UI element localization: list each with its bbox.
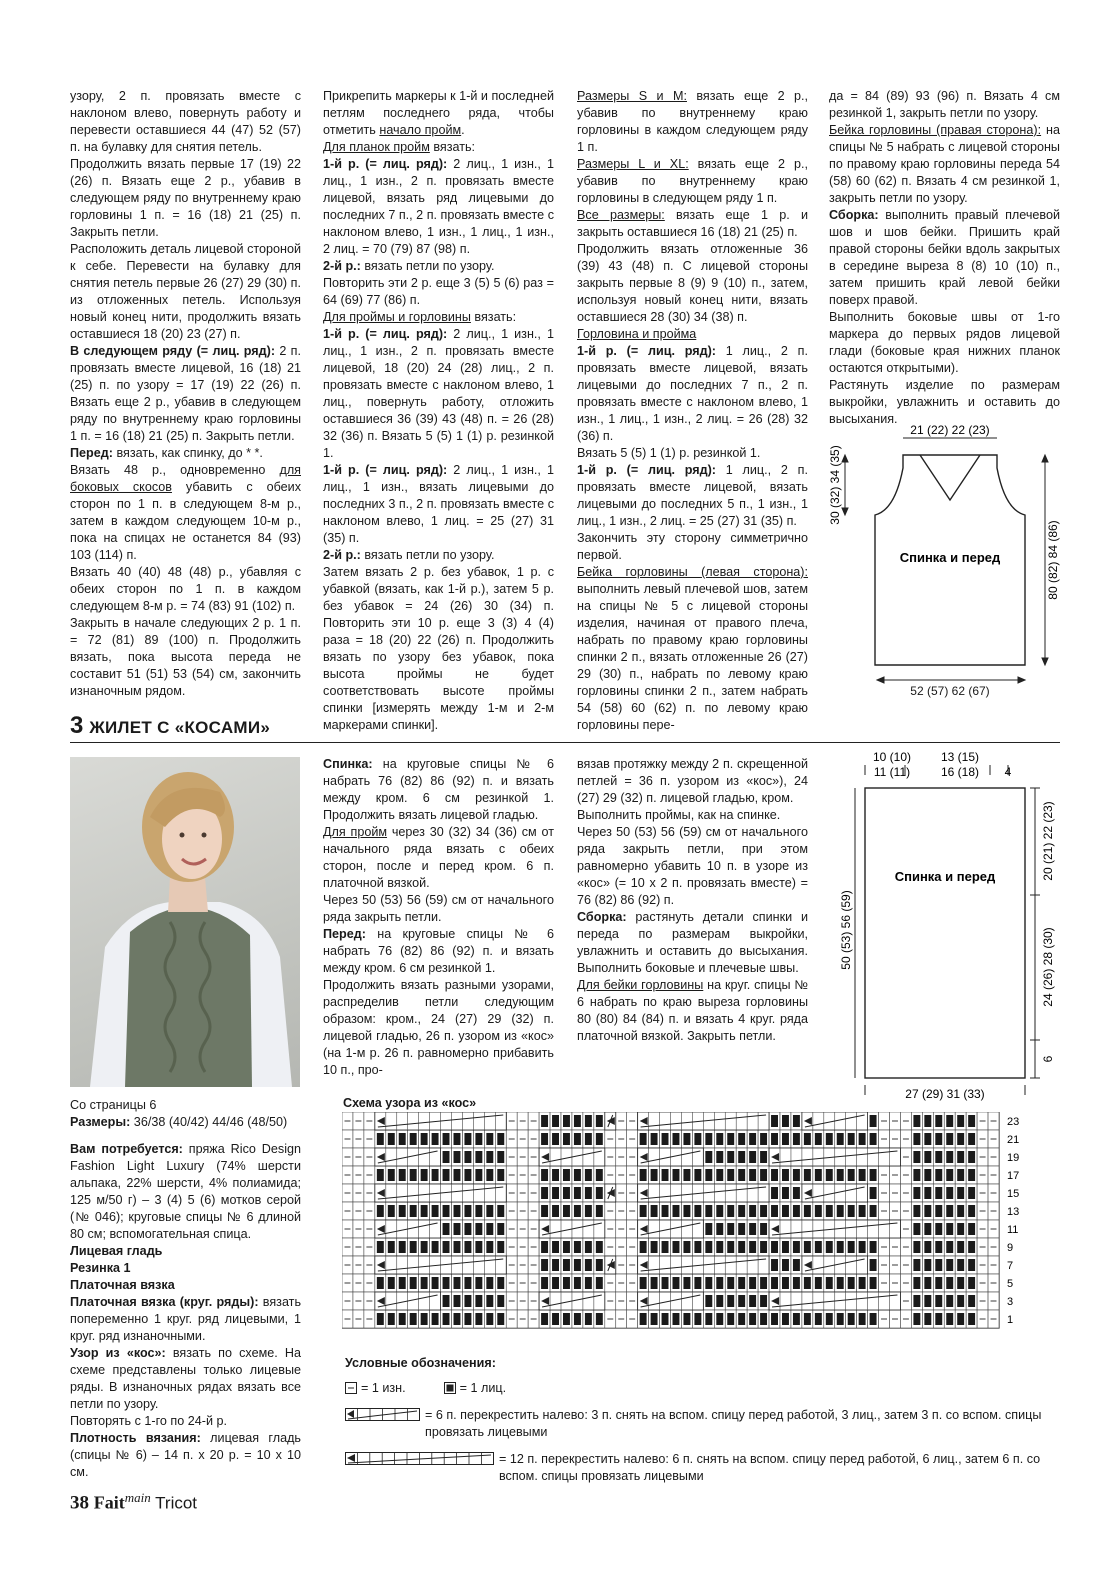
paragraph [577,824,808,909]
bold-run: Узор из «кос»: [70,1346,166,1360]
text-run: Продолжить вязать первые 17 (19) 22 (26) п. Вязать еще 2 р., убавив в следующем ряду по внутреннему краю горловины 1 п. = 16 (18) 21 (25) п. Закрыть петли. [70,157,301,239]
text-run: Повторить эти 2 р. еще 3 (5) 5 (6) раз = 64 (69) 77 (86) п. [323,276,554,307]
paragraph [577,564,808,734]
underlined-run: Все размеры: [577,208,665,222]
paragraph [829,309,1060,377]
text-run: Через 50 (53) 56 (59) см от начального ряда закрыть петли, при этом равномерно убавить 10 п. в узоре из «кос» (= 10 х 2 п. провязать вместе) = 76 (82) 86 (92) п. [577,825,808,907]
text-run: на круговые спицы № 6 набрать 76 (82) 86 (92) п. и вязать между кром. 6 см резинкой 1. Продолжить вязать лицевой гладью. [323,757,554,822]
paragraph [70,1131,301,1141]
text-column-4 [829,88,1060,428]
paragraph [70,1141,301,1243]
paragraph [577,909,808,977]
text-run: Вязать 48 р., одновременно [70,463,280,477]
paragraph [577,530,808,564]
row-number: 5 [1007,1278,1014,1290]
text-run: Затем вязать 2 р. без убавок, 1 р. с убавкой (вязать, как 1-й р.), затем 5 р. без убавок = 24 (26) 30 (34) п. Повторить эти 10 р. еще 3 (3) 4 (4) раза = 18 (20) 22 (26) п. Продолжить вязать по узору без убавок, пока высота проймы не будет соответствовать высоте проймы спинки [измерять между 1-м и 2-м маркерами спинки]. [323,565,554,732]
underlined-run: Для бейки горловины [577,978,704,992]
text-run: выполнить правый плечевой шов и шов бейки. Пришить край правой стороны бейки вдоль закрытых в середине выреза 8 (8) 10 (10) п., затем пришить край левой бейки поверх правой. [829,208,1060,307]
paragraph [323,824,554,892]
diagram1-left-label: 30 (32) 34 (35) [828,445,842,525]
legend-cable12: = 12 п. перекрестить налево: 6 п. снять на вспом. спицу перед работой, 6 лиц., затем 6 п. со вспом. спицы провязать лицевыми [499,1452,1041,1483]
diagram2-right-bot: 6 [1041,1055,1055,1063]
diagram2-top-a1: 10 (10) [872,750,912,764]
row-number: 19 [1007,1152,1020,1164]
paragraph [323,88,554,139]
row-number: 15 [1007,1188,1020,1200]
underlined-run: Размеры L и XL: [577,157,689,171]
bold-run: Лицевая гладь [70,1244,163,1258]
text-column-6 [323,756,554,1079]
paragraph [577,156,808,207]
paragraph [70,88,301,156]
paragraph [577,462,808,530]
text-run: узору, 2 п. провязать вместе с наклоном влево, повернуть работу и перевести оставшиеся 44 (47) 52 (57) п. на булавку для снятия петель. [70,89,301,154]
underlined-run: Для проймы и горловины [323,310,471,324]
paragraph [829,207,1060,309]
section-number: 3 [70,712,84,739]
paragraph [70,1097,301,1114]
text-run: Расположить деталь лицевой стороной к себе. Перевести на булавку для снятия петель первые 26 (27) 29 (30) п. из отложенных петель. Используя новый конец нити, продолжить вязать оставшиеся 18 (20) 23 (27) п. [70,242,301,341]
bold-run: Вам потребуется: [70,1142,183,1156]
paragraph [323,258,554,275]
paragraph [577,207,808,241]
text-run: да = 84 (89) 93 (96) п. Вязать 4 см резинкой 1, закрыть петли по узору. [829,89,1060,120]
schematic-diagram-1 [825,420,1065,690]
bold-run: Платочная вязка (круг. ряды): [70,1295,259,1309]
paragraph [829,88,1060,122]
text-run: пряжа Rico Design Fashion Light Luxury (74% шерсти альпака, 22% шерсти, 4% полиамида; 125 м/50 г) – 3 (4) 5 (6) мотков серой (№ 046); круговые спицы № 6 длиной 80 см; вспомогательная спица. [70,1142,301,1241]
paragraph [323,926,554,977]
cable12-symbol-icon [345,1452,495,1466]
text-run: вязать еще 2 р., убавив по внутреннему краю горловины в следующем ряду 1 п. [577,157,808,205]
text-run: Через 50 (53) 56 (59) см от начального ряда закрыть петли. [323,893,554,924]
paragraph [70,462,301,564]
paragraph [577,343,808,445]
paragraph [829,122,1060,207]
product-photo [70,757,300,1087]
text-run: вязать петли по узору. [360,548,495,562]
text-run: Повторять с 1-го по 24-й р. [70,1414,227,1428]
text-run: Растянуть изделие по размерам выкройки, увлажнить и оставить до высыхания. [829,378,1060,426]
diagram2-center-label: Спинка и перед [894,869,996,884]
bold-run: Платочная вязка [70,1278,175,1292]
diagram2-right-mid: 24 (26) 28 (30) [1041,927,1055,1007]
diagram2-top-b1: 13 (15) [940,750,980,764]
text-column-3 [577,88,808,734]
text-run: Вязать 5 (5) 1 (1) р. резинкой 1. [577,446,761,460]
paragraph [70,1260,301,1277]
paragraph [577,326,808,343]
text-run: на круг. спицы № 6 набрать по краю выреза горловины 80 (80) 84 (84) п. и вязать 4 круг. ряда платочной вязкой. Закрыть петли. [577,978,808,1043]
paragraph [70,343,301,445]
legend-row-cable6 [345,1407,1065,1441]
paragraph [577,241,808,326]
bold-run: Плотность вязания: [70,1431,201,1445]
diagram1-right-label: 80 (82) 84 (86) [1046,520,1060,600]
paragraph [577,807,808,824]
diagram2-bottom: 27 (29) 31 (33) [905,1087,985,1101]
bold-run: 1-й р. (= лиц. ряд): [577,344,716,358]
cable6-symbol-icon [345,1408,421,1422]
paragraph [323,462,554,547]
text-run: . [461,123,465,137]
paragraph [323,139,554,156]
legend [345,1355,1065,1495]
knit-symbol-icon [444,1382,456,1394]
text-column-5 [70,1097,301,1481]
paragraph [323,564,554,734]
row-number: 7 [1007,1260,1014,1272]
legend-row-cable12 [345,1451,1065,1485]
underlined-run: Для планок пройм [323,140,430,154]
row-number: 3 [1007,1296,1014,1308]
legend-title: Условные обозначения: [345,1356,496,1370]
text-run: 36/38 (40/42) 44/46 (48/50) [130,1115,288,1129]
diagram2-top-a2: 11 (11) [873,765,911,779]
text-run: 1 лиц., 2 п. провязать вместе лицевой, вязать лицевыми до последних 5 п., 1 изн., 1 лиц., 1 изн., 2 лиц. = 25 (27) 31 (35) п. [577,463,808,528]
paragraph [70,615,301,700]
text-run: Закрыть в начале следующих 2 р. 1 п. = 72 (81) 89 (100) п. Продолжить вязать, пока высота переда не составит 51 (51) 53 (54) см, закончить изнаночным рядом. [70,616,301,698]
paragraph [70,1114,301,1131]
text-column-1 [70,88,301,700]
paragraph [70,564,301,615]
text-run: вязать: [470,310,517,324]
bold-run: 2-й р.: [323,259,361,273]
paragraph [323,156,554,258]
diagram1-center-label: Спинка и перед [899,550,1001,565]
text-run: убавить с обеих сторон по 1 п. в следующем 8-м р., затем в каждом следующем 10-м р., пока на спицах не останется 84 (93) 103 (114) п. [70,480,301,562]
text-run: вязать, как спинку, до * *. [112,446,263,460]
paragraph [323,892,554,926]
page-footer [70,1490,197,1515]
paragraph [70,241,301,343]
section-title: ЖИЛЕТ С «КОСАМИ» [89,718,271,737]
bold-run: 1-й р. (= лиц. ряд): [323,463,448,477]
diagram2-top-b2: 16 (18) [940,765,980,779]
underlined-run: Горловина и пройма [577,327,697,341]
diagram2-right-top: 20 (21) 22 (23) [1041,801,1055,881]
purl-symbol-icon [345,1382,357,1394]
underlined-run: Бейка горловины (правая сторона): [829,123,1042,137]
schematic-diagram-2 [830,745,1065,1105]
row-number: 17 [1007,1170,1020,1182]
row-number: 23 [1007,1116,1020,1128]
text-run: через 30 (32) 34 (36) см от начального ряда вязать с обеих сторон, после и перед кром. 6 п. платочной вязкой. [323,825,554,890]
paragraph [70,1243,301,1260]
underlined-run: Для пройм [323,825,388,839]
text-run: Продолжить вязать отложенные 36 (39) 43 (48) п. С лицевой стороны закрыть первые 8 (9) 9 (10) п., затем, используя новый конец нити, вязать оставшиеся 28 (30) 34 (38) п. [577,242,808,324]
text-run: вязать по схеме. На схеме представлены только лицевые ряды. В изнаночных рядах вязать все петли по узору. [70,1346,301,1411]
underlined-run: для боковых скосов [70,463,301,494]
paragraph [70,1413,301,1430]
text-run: 2 лиц., 1 изн., 1 лиц., 1 изн., 2 п. провязать вместе лицевой, 18 (20) 24 (28) лиц., 2 п. провязать вместе с наклоном влево, 1 лиц., повернуть работу, отложить оставшиеся 36 (39) 43 (48) п. = 26 (28) 32 (36) п. Вязать 5 (5) 1 (1) р. резинкой 1. [323,327,554,460]
bold-run: Перед: [70,446,113,460]
text-run: Со страницы 6 [70,1098,157,1112]
underlined-run: Размеры S и M: [577,89,687,103]
legend-knit: = 1 лиц. [459,1381,507,1395]
text-run: на круговые спицы № 6 набрать 76 (82) 86 (92) п. и вязать между кром. 6 см резинкой 1. [323,927,554,975]
text-run: вязать еще 1 р. и закрыть оставшиеся 16 (18) 21 (25) п. [577,208,809,239]
paragraph [70,1345,301,1413]
text-run: Продолжить вязать разными узорами, распределив петли следующим образом: кром., 24 (27) 29 (32) п. лицевой гладью, 26 п. узором из «кос» (на 1-м р. 26 п. равномерно прибавить 10 п., про- [323,978,554,1077]
text-run: 2 лиц., 1 изн., 1 лиц., 1 изн., 2 п. провязать вместе лицевой, вязать ряд лицевыми до последних 7 п., 2 п. провязать вместе с наклоном влево, 1 изн., 1 лиц., 1 изн., 2 лиц. = 70 (79) 87 (98) п. [323,157,554,256]
text-run: вязать петли по узору. [360,259,495,273]
brand-fait: Fait [93,1492,125,1513]
text-run: растянуть детали спинки и переда по размерам выкройки, увлажнить и оставить до высыхания. Выполнить боковые и плечевые швы. [577,910,808,975]
row-number: 21 [1007,1134,1020,1146]
bold-run: 1-й р. (= лиц. ряд): [323,157,448,171]
brand-main: main [124,1490,151,1505]
text-run: 1 лиц., 2 п. провязать вместе лицевой, вязать лицевыми до последних 7 п., 2 п. провязать вместе с наклоном влево, 1 изн., 1 лиц., 1 изн., 2 лиц. = 26 (28) 32 (36) п. [577,344,808,443]
text-run: выполнить левый плечевой шов, затем на спицы № 5 с лицевой стороны изделия, начиная от правого плеча, набрать по правому краю горловины спинки 2 п., вязать отложенные 26 (27) 29 (30) п., набрать по левому краю горловины спинки 2 п., затем набрать 54 (58) 60 (62) п. по левому краю горловины пере- [577,582,808,732]
text-column-7 [577,756,808,1045]
paragraph [577,445,808,462]
row-number: 11 [1007,1224,1019,1236]
text-column-2 [323,88,554,734]
bold-run: Перед: [323,927,366,941]
text-run: вязать еще 2 р., убавив по внутреннему краю горловины в каждом следующем ряду 1 п. [577,89,808,154]
chart-title: Схема узора из «кос» [343,1096,477,1110]
paragraph [323,326,554,462]
bold-run: Сборка: [577,910,627,924]
text-run: 2 лиц., 1 изн., 1 лиц., 1 изн., вязать лицевыми до последних 3 п., 2 п. провязать вместе с наклоном влево, 1 лиц. = 25 (27) 31 (35) п. [323,463,554,545]
diagram2-left-label: 50 (53) 56 (59) [839,890,853,970]
text-run: Выполнить проймы, как на спинке. [577,808,781,822]
text-run: 2 п. провязать вместе лицевой, 16 (18) 21 (25) п. по узору = 17 (19) 22 (26) п. Вязать еще 2 р., убавив в следующем ряду по внутреннему краю горловины 1 п. = 16 (18) 21 (25) п. Закрыть петли. [70,344,301,443]
row-number: 13 [1007,1206,1020,1218]
text-run: вязать попеременно 1 круг. ряд лицевыми, 1 круг. ряд изнаночными. [70,1295,301,1343]
bold-run: В следующем ряду (= лиц. ряд): [70,344,276,358]
page-number: 38 [70,1492,89,1514]
paragraph [323,309,554,326]
section-header [70,712,1060,743]
paragraph [70,156,301,241]
text-run: вязав протяжку между 2 п. скрещенной петлей = 36 п. узором из «кос»), 24 (27) 29 (32) п. лицевой гладью, кром. [577,757,808,805]
row-number: 1 [1007,1314,1014,1326]
text-run: на спицы № 5 набрать с лицевой стороны по правому краю горловины переда 54 (58) 60 (62) п. Вязать 4 см резинкой 1, закрыть петли по узору. [829,123,1060,205]
diagram1-top-label: 21 (22) 22 (23) [910,423,990,437]
bold-run: Резинка 1 [70,1261,131,1275]
paragraph [70,445,301,462]
bold-run: Сборка: [829,208,879,222]
text-run: вязать: [429,140,476,154]
bold-run: 2-й р.: [323,548,361,562]
legend-row-basic [345,1380,1065,1397]
bold-run: Спинка: [323,757,373,771]
paragraph [577,977,808,1045]
legend-cable6: = 6 п. перекрестить налево: 3 п. снять на вспом. спицу перед работой, 3 лиц., затем 3 п. со вспом. спицы провязать лицевыми [425,1408,1042,1439]
row-number: 9 [1007,1242,1014,1254]
paragraph [70,1277,301,1294]
paragraph [323,547,554,564]
diagram2-top-c: 4 [1004,765,1012,779]
bold-run: 1-й р. (= лиц. ряд): [323,327,448,341]
paragraph [323,275,554,309]
paragraph [577,88,808,156]
text-run: Выполнить боковые швы от 1-го маркера до первых рядов лицевой глади (боковые края нижних планок остаются открытыми). [829,310,1060,375]
text-run: Прикрепить маркеры к 1-й и последней петлям последнего ряда, чтобы отметить [323,89,554,137]
legend-purl: = 1 изн. [361,1381,406,1395]
underlined-run: начало пройм [379,123,462,137]
paragraph [323,977,554,1079]
bold-run: Размеры: [70,1115,131,1129]
cable-chart [342,1112,1022,1340]
paragraph [70,1430,301,1481]
brand-tricot: Tricot [155,1493,198,1513]
diagram1-bottom-text: 52 (57) 62 (67) [910,684,990,698]
paragraph [323,756,554,824]
underlined-run: Бейка горловины (левая сторона): [577,565,808,579]
paragraph [577,756,808,807]
text-run: Вязать 40 (40) 48 (48) р., убавляя с обеих сторон по 1 п. в каждом следующем 8-м р. = 74 (83) 91 (102) п. [70,565,301,613]
paragraph [70,1294,301,1345]
text-run: лицевая гладь (спицы № 6) – 14 п. х 20 р. = 10 х 10 см. [70,1431,301,1479]
bold-run: 1-й р. (= лиц. ряд): [577,463,716,477]
text-run: Закончить эту сторону симметрично первой. [577,531,808,562]
